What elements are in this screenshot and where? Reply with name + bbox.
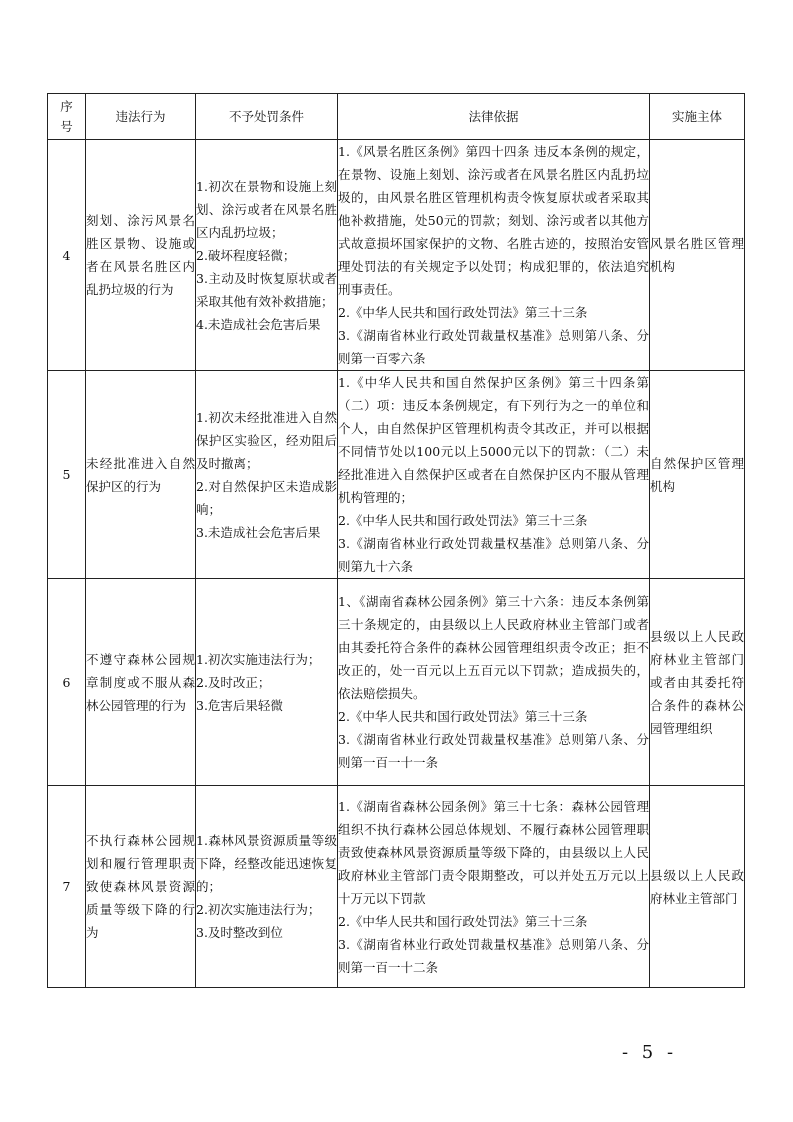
condition-item: 2.及时改正；	[196, 674, 271, 690]
row-number: 7	[48, 786, 86, 988]
basis-item: 1、《湖南省森林公园条例》第三十六条：违反本条例第三十条规定的，由县级以上人民政府林业主管部门或者由其委托符合条件的森林公园管理组织责令改正；拒不改正的，处一百元以上五百元以下罚款；造成损失的，依法赔偿损失。	[338, 594, 649, 701]
header-act: 违法行为	[86, 94, 196, 140]
condition-item: 2.破坏程度轻微；	[196, 247, 296, 263]
header-body: 实施主体	[650, 94, 745, 140]
page-number: - 5 -	[622, 1042, 678, 1063]
legal-basis	[338, 140, 650, 371]
table-row	[48, 140, 745, 371]
condition-item: 2.初次实施违法行为；	[196, 902, 321, 917]
basis-item: 2.《中华人民共和国行政处罚法》第三十三条	[338, 305, 588, 320]
violation-act: 未经批准进入自然保护区的行为	[86, 371, 196, 579]
exemption-conditions	[196, 579, 338, 786]
table-header-row	[48, 94, 745, 140]
exemption-conditions	[196, 371, 338, 579]
enforcement-body: 县级以上人民政府林业主管部门或者由其委托符合条件的森林公园管理组织	[650, 579, 745, 786]
basis-item: 3.《湖南省林业行政处罚裁量权基准》总则第八条、分则第一百零六条	[338, 328, 649, 366]
row-number: 5	[48, 371, 86, 579]
condition-item: 3.及时整改到位	[196, 925, 283, 940]
basis-item: 1.《风景名胜区条例》第四十四条 违反本条例的规定，在景物、设施上刻划、涂污或者在风景名胜区内乱扔垃圾的，由风景名胜区管理机构责令恢复原状或者采取其他补救措施，处50元的罚款；刻划、涂污或者以其他方式故意损坏国家保护的文物、名胜古迹的，按照治安管理处罚法的有关规定予以处罚；构成犯罪的，依法追究刑事责任。	[338, 144, 649, 297]
penalty-table	[47, 93, 745, 988]
basis-item: 2.《中华人民共和国行政处罚法》第三十三条	[338, 709, 588, 724]
condition-item: 3.未造成社会危害后果	[196, 524, 321, 540]
basis-item: 3.《湖南省林业行政处罚裁量权基准》总则第八条、分则第一百一十一条	[338, 732, 649, 770]
table-row	[48, 786, 745, 988]
basis-item: 3.《湖南省林业行政处罚裁量权基准》总则第八条、分则第九十六条	[338, 536, 649, 574]
legal-basis	[338, 371, 650, 579]
condition-item: 1.森林风景资源质量等级下降，经整改能迅速恢复的；	[196, 833, 337, 894]
row-number: 6	[48, 579, 86, 786]
condition-item: 2.对自然保护区未造成影响；	[196, 478, 337, 517]
row-number: 4	[48, 140, 86, 371]
legal-basis	[338, 579, 650, 786]
condition-item: 1.初次未经批准进入自然保护区实验区，经劝阻后及时撤离；	[196, 409, 337, 471]
header-cond: 不予处罚条件	[196, 94, 338, 140]
violation-act: 不遵守森林公园规章制度或不服从森林公园管理的行为	[86, 579, 196, 786]
enforcement-body: 风景名胜区管理机构	[650, 140, 745, 371]
enforcement-body: 县级以上人民政府林业主管部门	[650, 786, 745, 988]
table-row	[48, 579, 745, 786]
exemption-conditions	[196, 786, 338, 988]
condition-item: 4.未造成社会危害后果	[196, 316, 321, 332]
condition-item: 3.主动及时恢复原状或者采取其他有效补救措施；	[196, 270, 337, 309]
table-row	[48, 371, 745, 579]
header-basis: 法律依据	[338, 94, 650, 140]
basis-item: 1.《中华人民共和国自然保护区条例》第三十四条第（二）项：违反本条例规定，有下列行为之一的单位和个人，由自然保护区管理机构责令其改正，并可以根据不同情节处以100元以上5000元以下的罚款：（二）未经批准进入自然保护区或者在自然保护区内不服从管理机构管理的；	[338, 375, 649, 505]
legal-basis	[338, 786, 650, 988]
enforcement-body: 自然保护区管理机构	[650, 371, 745, 579]
header-no: 序号	[48, 94, 86, 140]
condition-item: 3.危害后果轻微	[196, 697, 283, 713]
basis-item: 1.《湖南省森林公园条例》第三十七条：森林公园管理组织不执行森林公园总体规划、不履行森林公园管理职责致使森林风景资源质量等级下降的，由县级以上人民政府林业主管部门责令限期整改，可以并处五万元以上十万元以下罚款	[338, 798, 649, 906]
violation-act: 刻划、涂污风景名胜区景物、设施或者在风景名胜区内乱扔垃圾的行为	[86, 140, 196, 371]
basis-item: 3.《湖南省林业行政处罚裁量权基准》总则第八条、分则第一百一十二条	[338, 936, 649, 975]
basis-item: 2.《中华人民共和国行政处罚法》第三十三条	[338, 913, 588, 929]
condition-item: 1.初次实施违法行为；	[196, 651, 321, 667]
exemption-conditions	[196, 140, 338, 371]
basis-item: 2.《中华人民共和国行政处罚法》第三十三条	[338, 513, 588, 528]
condition-item: 1.初次在景物和设施上刻划、涂污或者在风景名胜区内乱扔垃圾；	[196, 178, 337, 240]
violation-act: 不执行森林公园规划和履行管理职责致使森林风景资源质量等级下降的行为	[86, 786, 196, 988]
